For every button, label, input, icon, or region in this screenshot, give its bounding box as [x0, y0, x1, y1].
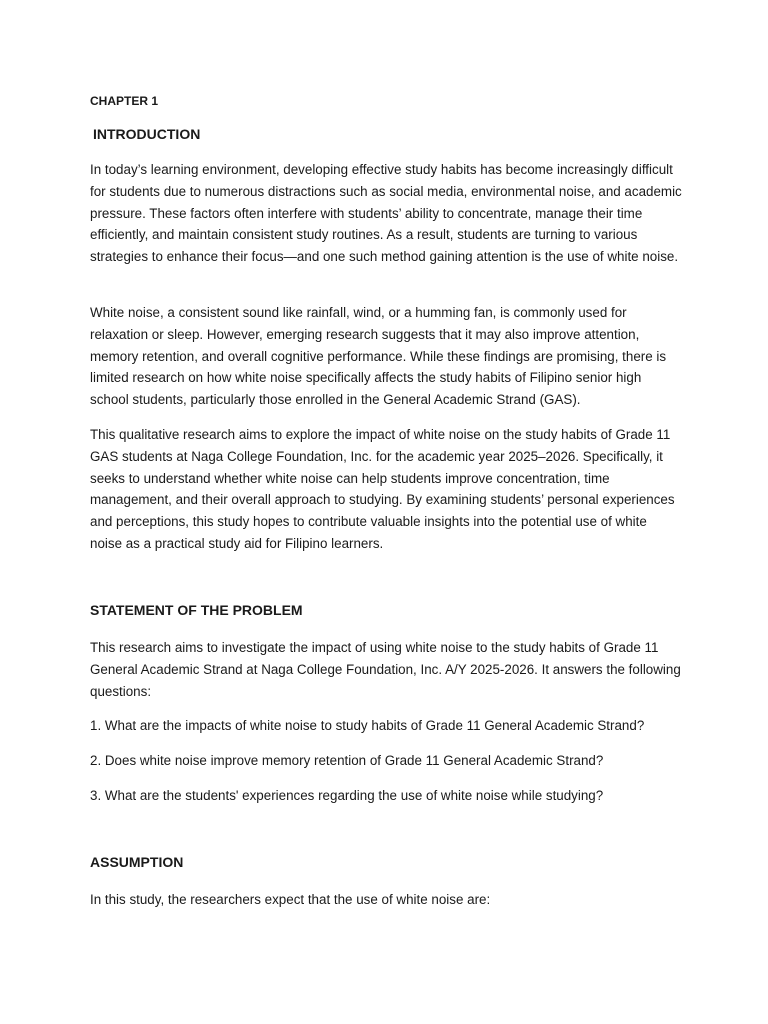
problem-question-3: 3. What are the students' experiences regarding the use of white noise while studying?: [90, 788, 604, 803]
problem-question-1: 1. What are the impacts of white noise to study habits of Grade 11 General Academic Strand?: [90, 718, 645, 733]
assumption-heading: ASSUMPTION: [90, 854, 184, 870]
introduction-heading: INTRODUCTION: [93, 126, 201, 142]
chapter-label: CHAPTER 1: [90, 94, 159, 108]
introduction-paragraph-3: This qualitative research aims to explore the impact of white noise on the study habits of Grade 11 GAS students at Naga College Foundation, Inc. for the academic year 2025–2026. Specifically, it seeks to understand whether white noise can help students improve concentration, time management, and their overall approach to studying. By examining students’ personal experiences and perceptions, this study hopes to contribute valuable insights into the potential use of white noise as a practical study aid for Filipino learners.: [90, 427, 675, 551]
introduction-paragraph-2: White noise, a consistent sound like rainfall, wind, or a humming fan, is commonly used for relaxation or sleep. However, emerging research suggests that it may also improve attention, memory retention, and overall cognitive performance. While these findings are promising, there is limited research on how white noise specifically affects the study habits of Filipino senior high school students, particularly those enrolled in the General Academic Strand (GAS).: [90, 305, 667, 408]
problem-intro-paragraph: This research aims to investigate the impact of using white noise to the study habits of Grade 11 General Academic Strand at Naga College Foundation, Inc. A/Y 2025-2026. It answers the following questions:: [90, 640, 681, 699]
problem-heading: STATEMENT OF THE PROBLEM: [90, 602, 303, 618]
introduction-paragraph-1: In today’s learning environment, developing effective study habits has become increasingly difficult for students due to numerous distractions such as social media, environmental noise, and academic pressure. These factors often interfere with students’ ability to concentrate, manage their time efficiently, and maintain consistent study routines. As a result, students are turning to various strategies to enhance their focus—and one such method gaining attention is the use of white noise.: [90, 162, 682, 265]
assumption-paragraph: In this study, the researchers expect that the use of white noise are:: [90, 892, 491, 907]
problem-question-2: 2. Does white noise improve memory retention of Grade 11 General Academic Strand?: [90, 753, 604, 768]
